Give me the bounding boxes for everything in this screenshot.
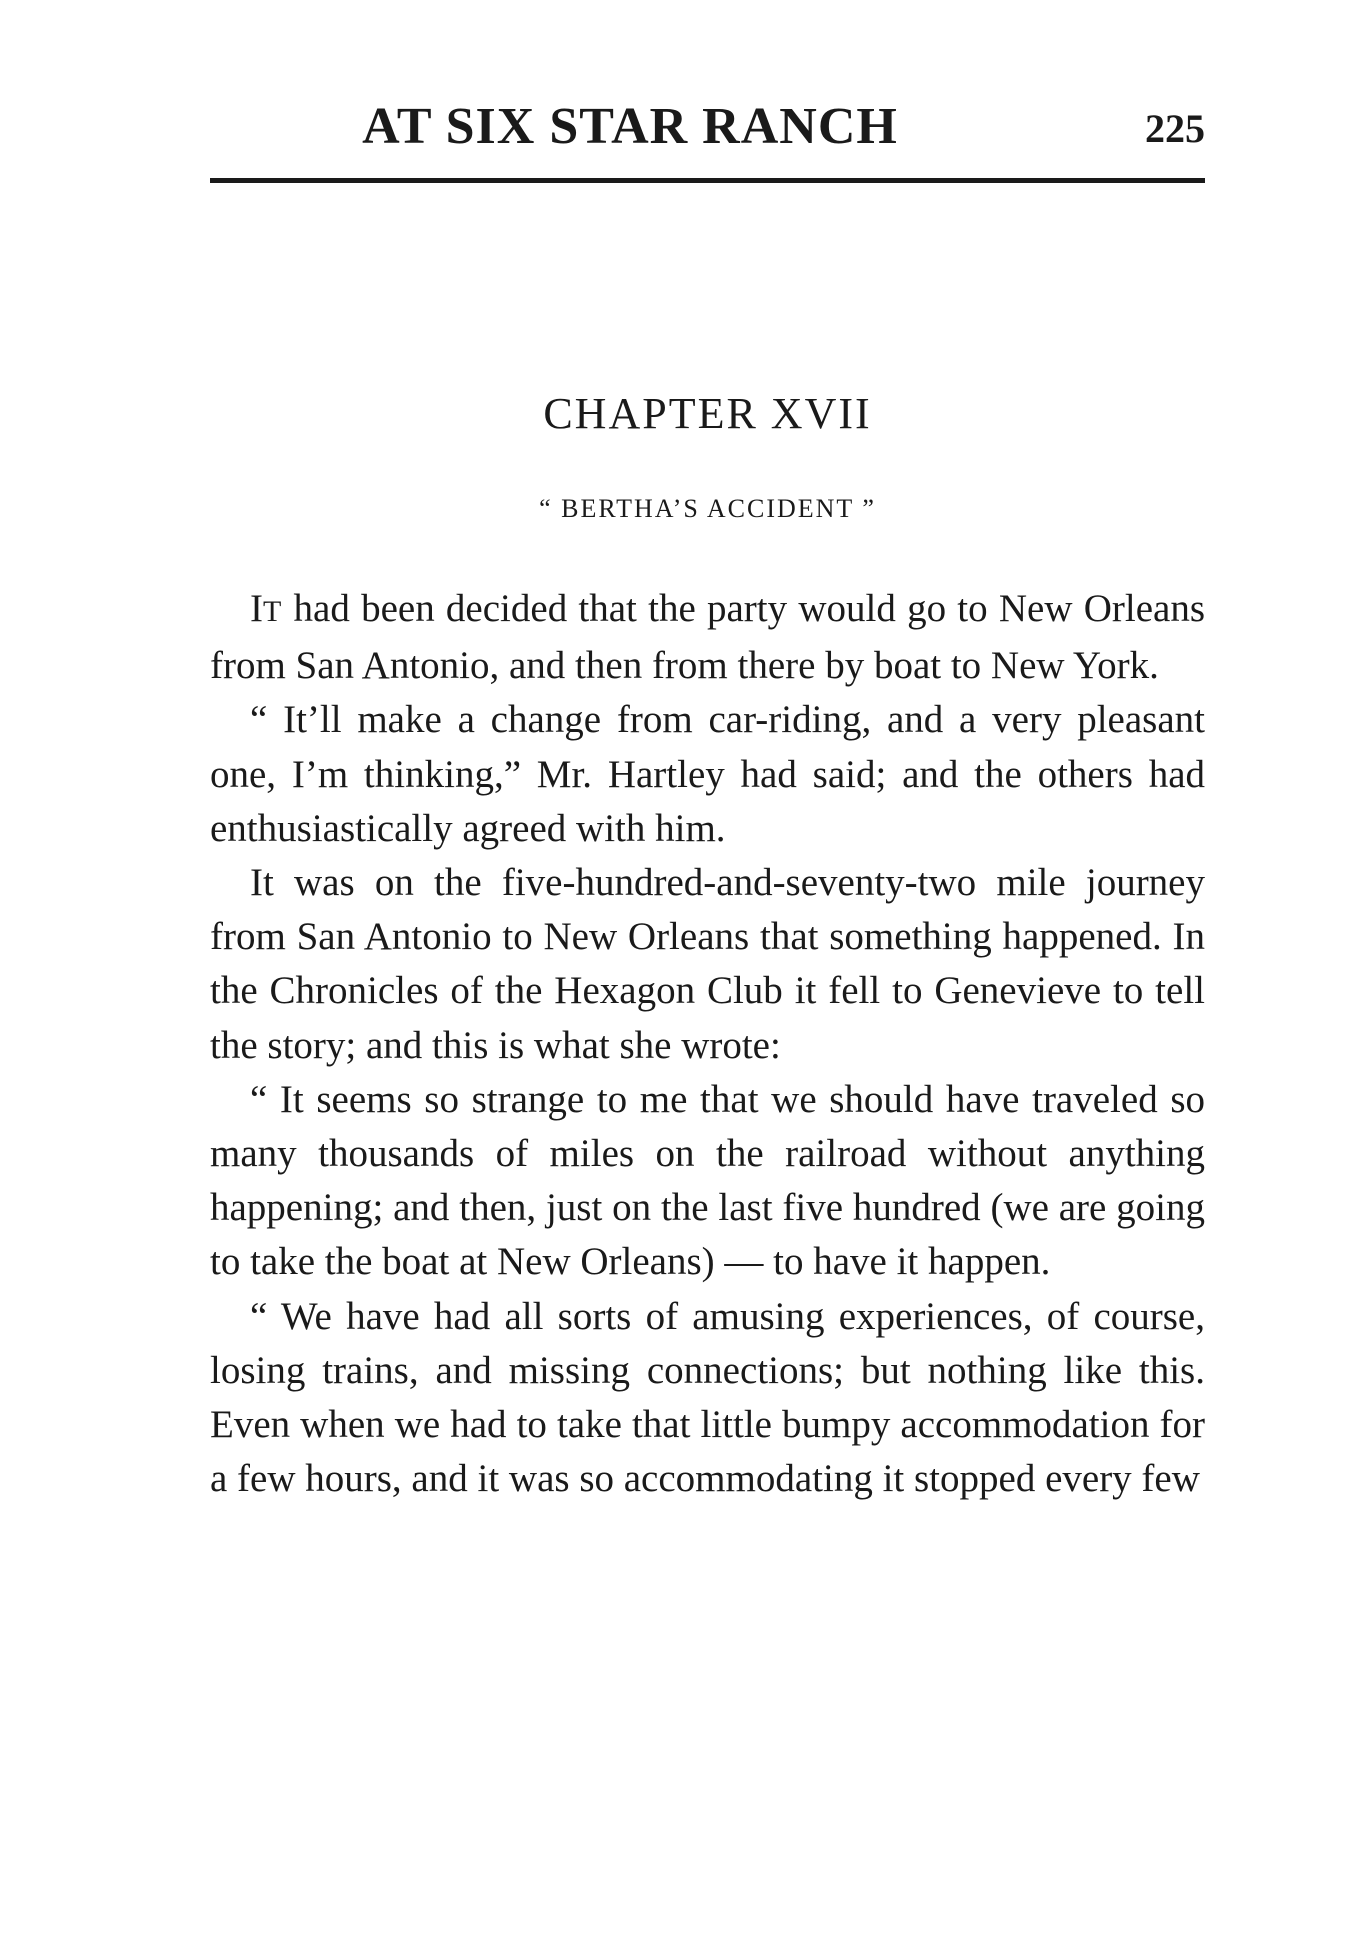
header-rule (210, 178, 1205, 183)
paragraph-5: “ We have had all sorts of amusing experiences, of course, losing trains, and missing connections; but nothing like this. Even when we had to take that little bumpy accommodation for a few hours, and it was so accommodating it stopped every few (210, 1294, 1205, 1501)
paragraph-1 (210, 582, 1205, 693)
paragraph-3: It was on the five-hundred-and-seventy-two mile journey from San Antonio to New Orleans that something happened. In the Chronicles of the Hexagon Club it fell to Genevieve to tell the story; and this is what she wrote: (210, 861, 1205, 1067)
running-head (210, 96, 1205, 158)
paragraph-4: “ It seems so strange to me that we should have traveled so many thousands of miles on the railroad without anything happening; and then, just on the last five hundred (we are going to take the boat at New Orleans) — to have it happen. (210, 1077, 1205, 1284)
chapter-title: “ BERTHA’S ACCIDENT ” (539, 494, 876, 523)
paragraph-1-lead: IT (250, 587, 283, 630)
chapter-number: CHAPTER XVII (543, 389, 872, 438)
paragraph-1-text: had been decided that the party would go to New Orleans from San Antonio, and then from there by boat to New York. (210, 587, 1205, 688)
paragraph-2: “ It’ll make a change from car-riding, and a very pleasant one, I’m thinking,” Mr. Hartley had said; and the others had enthusiastically agreed with him. (210, 698, 1205, 850)
body-text (210, 582, 1205, 1506)
page-number: 225 (1145, 106, 1205, 151)
running-title: AT SIX STAR RANCH (362, 98, 898, 155)
